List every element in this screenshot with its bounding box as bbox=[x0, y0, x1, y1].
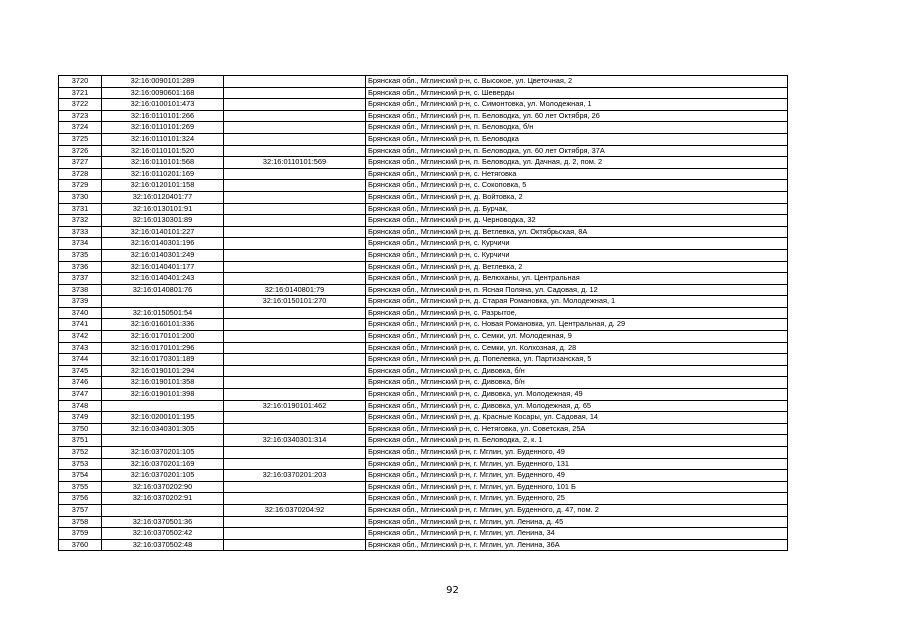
address-cell: Брянская обл., Мглинский р-н, п. Беловодка, 2, к. 1 bbox=[366, 435, 788, 447]
table-row bbox=[59, 435, 788, 447]
cadastral-number-cell: 32:16:0170301:189 bbox=[102, 354, 224, 366]
address-cell: Брянская обл., Мглинский р-н, г. Мглин, ул. Буденного, 131 bbox=[366, 458, 788, 470]
table-row bbox=[59, 76, 788, 88]
cadastral-number-cell: 32:16:0140401:243 bbox=[102, 273, 224, 285]
table-row bbox=[59, 261, 788, 273]
address-cell: Брянская обл., Мглинский р-н, с. Новая Романовка, ул. Центральная, д. 29 bbox=[366, 319, 788, 331]
address-cell: Брянская обл., Мглинский р-н, г. Мглин, ул. Ленина, д. 45 bbox=[366, 516, 788, 528]
related-cadastral-number-cell bbox=[224, 215, 366, 227]
table-row bbox=[59, 365, 788, 377]
related-cadastral-number-cell bbox=[224, 389, 366, 401]
related-cadastral-number-cell bbox=[224, 110, 366, 122]
cadastral-number-cell: 32:16:0170101:296 bbox=[102, 342, 224, 354]
row-number-cell: 3733 bbox=[59, 226, 102, 238]
row-number-cell: 3746 bbox=[59, 377, 102, 389]
row-number-cell: 3757 bbox=[59, 504, 102, 516]
address-cell: Брянская обл., Мглинский р-н, д. Попелевка, ул. Партизанская, 5 bbox=[366, 354, 788, 366]
address-cell: Брянская обл., Мглинский р-н, с. Дивовка, ул. Молодежная, д. 65 bbox=[366, 400, 788, 412]
related-cadastral-number-cell bbox=[224, 191, 366, 203]
cadastral-number-cell: 32:16:0150501:54 bbox=[102, 307, 224, 319]
table-row bbox=[59, 226, 788, 238]
table-row bbox=[59, 342, 788, 354]
cadastral-number-cell: 32:16:0200101:195 bbox=[102, 412, 224, 424]
table-row bbox=[59, 354, 788, 366]
row-number-cell: 3730 bbox=[59, 191, 102, 203]
table-row bbox=[59, 249, 788, 261]
address-cell: Брянская обл., Мглинский р-н, с. Высокое, ул. Цветочная, 2 bbox=[366, 76, 788, 88]
related-cadastral-number-cell bbox=[224, 493, 366, 505]
related-cadastral-number-cell bbox=[224, 516, 366, 528]
row-number-cell: 3744 bbox=[59, 354, 102, 366]
address-cell: Брянская обл., Мглинский р-н, г. Мглин, ул. Буденного, 101 Б bbox=[366, 481, 788, 493]
address-cell: Брянская обл., Мглинский р-н, п. Беловодка bbox=[366, 133, 788, 145]
address-cell: Брянская обл., Мглинский р-н, с. Курчичи bbox=[366, 238, 788, 250]
row-number-cell: 3723 bbox=[59, 110, 102, 122]
cadastral-number-cell: 32:16:0370501:36 bbox=[102, 516, 224, 528]
cadastral-number-cell: 32:16:0140301:196 bbox=[102, 238, 224, 250]
row-number-cell: 3748 bbox=[59, 400, 102, 412]
row-number-cell: 3721 bbox=[59, 87, 102, 99]
table-row bbox=[59, 191, 788, 203]
cadastral-number-cell: 32:16:0110101:568 bbox=[102, 157, 224, 169]
cadastral-number-cell bbox=[102, 504, 224, 516]
registry-table-body bbox=[59, 76, 788, 551]
address-cell: Брянская обл., Мглинский р-н, п. Беловодка, ул. Дачная, д. 2, пом. 2 bbox=[366, 157, 788, 169]
row-number-cell: 3755 bbox=[59, 481, 102, 493]
table-row bbox=[59, 481, 788, 493]
table-row bbox=[59, 238, 788, 250]
table-row bbox=[59, 493, 788, 505]
related-cadastral-number-cell bbox=[224, 249, 366, 261]
address-cell: Брянская обл., Мглинский р-н, д. Красные Косары, ул. Садовая, 14 bbox=[366, 412, 788, 424]
related-cadastral-number-cell: 32:16:0190101:462 bbox=[224, 400, 366, 412]
address-cell: Брянская обл., Мглинский р-н, д. Старая Романовка, ул. Молодежная, 1 bbox=[366, 296, 788, 308]
related-cadastral-number-cell bbox=[224, 481, 366, 493]
address-cell: Брянская обл., Мглинский р-н, д. Велюханы, ул. Центральная bbox=[366, 273, 788, 285]
related-cadastral-number-cell: 32:16:0370204:92 bbox=[224, 504, 366, 516]
cadastral-number-cell: 32:16:0370202:91 bbox=[102, 493, 224, 505]
cadastral-number-cell: 32:16:0140101:227 bbox=[102, 226, 224, 238]
table-row bbox=[59, 447, 788, 459]
cadastral-number-cell: 32:16:0130301:89 bbox=[102, 215, 224, 227]
related-cadastral-number-cell bbox=[224, 307, 366, 319]
row-number-cell: 3738 bbox=[59, 284, 102, 296]
address-cell: Брянская обл., Мглинский р-н, с. Курчичи bbox=[366, 249, 788, 261]
address-cell: Брянская обл., Мглинский р-н, п. Беловодка, б/н bbox=[366, 122, 788, 134]
related-cadastral-number-cell bbox=[224, 412, 366, 424]
related-cadastral-number-cell bbox=[224, 365, 366, 377]
cadastral-number-cell: 32:16:0120101:158 bbox=[102, 180, 224, 192]
address-cell: Брянская обл., Мглинский р-н, д. Бурчак, bbox=[366, 203, 788, 215]
related-cadastral-number-cell bbox=[224, 226, 366, 238]
table-row bbox=[59, 87, 788, 99]
related-cadastral-number-cell bbox=[224, 458, 366, 470]
address-cell: Брянская обл., Мглинский р-н, п. Ясная Поляна, ул. Садовая, д. 12 bbox=[366, 284, 788, 296]
related-cadastral-number-cell bbox=[224, 145, 366, 157]
related-cadastral-number-cell: 32:16:0370201:203 bbox=[224, 470, 366, 482]
table-row bbox=[59, 296, 788, 308]
address-cell: Брянская обл., Мглинский р-н, д. Войтовка, 2 bbox=[366, 191, 788, 203]
cadastral-number-cell: 32:16:0190101:398 bbox=[102, 389, 224, 401]
cadastral-number-cell: 32:16:0090101:289 bbox=[102, 76, 224, 88]
cadastral-number-cell: 32:16:0140301:249 bbox=[102, 249, 224, 261]
cadastral-number-cell: 32:16:0170101:200 bbox=[102, 331, 224, 343]
related-cadastral-number-cell: 32:16:0110101:569 bbox=[224, 157, 366, 169]
address-cell: Брянская обл., Мглинский р-н, с. Семки, ул. Молодежная, 9 bbox=[366, 331, 788, 343]
row-number-cell: 3740 bbox=[59, 307, 102, 319]
table-row bbox=[59, 110, 788, 122]
cadastral-number-cell: 32:16:0110101:269 bbox=[102, 122, 224, 134]
cadastral-number-cell: 32:16:0110101:324 bbox=[102, 133, 224, 145]
cadastral-number-cell bbox=[102, 435, 224, 447]
related-cadastral-number-cell bbox=[224, 377, 366, 389]
cadastral-number-cell: 32:16:0370201:169 bbox=[102, 458, 224, 470]
address-cell: Брянская обл., Мглинский р-н, с. Нетяговка bbox=[366, 168, 788, 180]
table-row bbox=[59, 203, 788, 215]
address-cell: Брянская обл., Мглинский р-н, д. Ветлевка, ул. Октябрьская, 8А bbox=[366, 226, 788, 238]
row-number-cell: 3754 bbox=[59, 470, 102, 482]
related-cadastral-number-cell bbox=[224, 528, 366, 540]
table-row bbox=[59, 307, 788, 319]
related-cadastral-number-cell bbox=[224, 273, 366, 285]
address-cell: Брянская обл., Мглинский р-н, п. Беловодка, ул. 60 лет Октября, 26 bbox=[366, 110, 788, 122]
row-number-cell: 3752 bbox=[59, 447, 102, 459]
address-cell: Брянская обл., Мглинский р-н, г. Мглин, ул. Буденного, 49 bbox=[366, 470, 788, 482]
address-cell: Брянская обл., Мглинский р-н, г. Мглин, ул. Буденного, 49 bbox=[366, 447, 788, 459]
row-number-cell: 3722 bbox=[59, 99, 102, 111]
property-registry-table bbox=[58, 75, 788, 551]
address-cell: Брянская обл., Мглинский р-н, с. Разрытое, bbox=[366, 307, 788, 319]
address-cell: Брянская обл., Мглинский р-н, г. Мглин, ул. Ленина, 34 bbox=[366, 528, 788, 540]
row-number-cell: 3724 bbox=[59, 122, 102, 134]
row-number-cell: 3747 bbox=[59, 389, 102, 401]
row-number-cell: 3729 bbox=[59, 180, 102, 192]
cadastral-number-cell: 32:16:0100101:473 bbox=[102, 99, 224, 111]
row-number-cell: 3751 bbox=[59, 435, 102, 447]
table-row bbox=[59, 377, 788, 389]
table-row bbox=[59, 273, 788, 285]
cadastral-number-cell: 32:16:0340301:305 bbox=[102, 423, 224, 435]
table-row bbox=[59, 528, 788, 540]
page-number: 92 bbox=[446, 585, 459, 596]
cadastral-number-cell: 32:16:0370202:90 bbox=[102, 481, 224, 493]
table-row bbox=[59, 400, 788, 412]
table-row bbox=[59, 99, 788, 111]
related-cadastral-number-cell bbox=[224, 342, 366, 354]
related-cadastral-number-cell bbox=[224, 122, 366, 134]
related-cadastral-number-cell bbox=[224, 203, 366, 215]
row-number-cell: 3742 bbox=[59, 331, 102, 343]
row-number-cell: 3736 bbox=[59, 261, 102, 273]
row-number-cell: 3725 bbox=[59, 133, 102, 145]
table-row bbox=[59, 157, 788, 169]
row-number-cell: 3760 bbox=[59, 539, 102, 551]
address-cell: Брянская обл., Мглинский р-н, с. Дивовка, ул. Молодежная, 49 bbox=[366, 389, 788, 401]
related-cadastral-number-cell bbox=[224, 354, 366, 366]
cadastral-number-cell: 32:16:0110201:169 bbox=[102, 168, 224, 180]
related-cadastral-number-cell bbox=[224, 261, 366, 273]
address-cell: Брянская обл., Мглинский р-н, с. Шеверды bbox=[366, 87, 788, 99]
related-cadastral-number-cell: 32:16:0340301:314 bbox=[224, 435, 366, 447]
related-cadastral-number-cell bbox=[224, 331, 366, 343]
table-row bbox=[59, 423, 788, 435]
cadastral-number-cell: 32:16:0120401:77 bbox=[102, 191, 224, 203]
address-cell: Брянская обл., Мглинский р-н, с. Нетяговка, ул. Советская, 25А bbox=[366, 423, 788, 435]
row-number-cell: 3731 bbox=[59, 203, 102, 215]
row-number-cell: 3745 bbox=[59, 365, 102, 377]
related-cadastral-number-cell bbox=[224, 133, 366, 145]
row-number-cell: 3727 bbox=[59, 157, 102, 169]
related-cadastral-number-cell bbox=[224, 319, 366, 331]
cadastral-number-cell: 32:16:0370201:105 bbox=[102, 470, 224, 482]
table-row bbox=[59, 168, 788, 180]
address-cell: Брянская обл., Мглинский р-н, с. Семки, ул. Колхозная, д. 28 bbox=[366, 342, 788, 354]
address-cell: Брянская обл., Мглинский р-н, п. Беловодка, ул. 60 лет Октября, 37А bbox=[366, 145, 788, 157]
cadastral-number-cell: 32:16:0190101:358 bbox=[102, 377, 224, 389]
table-row bbox=[59, 412, 788, 424]
table-row bbox=[59, 458, 788, 470]
address-cell: Брянская обл., Мглинский р-н, с. Дивовка, б/н bbox=[366, 365, 788, 377]
table-row bbox=[59, 331, 788, 343]
address-cell: Брянская обл., Мглинский р-н, д. Ветлевка, 2 bbox=[366, 261, 788, 273]
row-number-cell: 3756 bbox=[59, 493, 102, 505]
cadastral-number-cell: 32:16:0110101:266 bbox=[102, 110, 224, 122]
table-row bbox=[59, 504, 788, 516]
related-cadastral-number-cell: 32:16:0140801:79 bbox=[224, 284, 366, 296]
address-cell: Брянская обл., Мглинский р-н, д. Черноводка, 32 bbox=[366, 215, 788, 227]
cadastral-number-cell: 32:16:0160101:336 bbox=[102, 319, 224, 331]
table-row bbox=[59, 389, 788, 401]
table-row bbox=[59, 133, 788, 145]
table-row bbox=[59, 284, 788, 296]
address-cell: Брянская обл., Мглинский р-н, г. Мглин, ул. Ленина, 36А bbox=[366, 539, 788, 551]
cadastral-number-cell bbox=[102, 296, 224, 308]
table-row bbox=[59, 516, 788, 528]
related-cadastral-number-cell bbox=[224, 447, 366, 459]
row-number-cell: 3759 bbox=[59, 528, 102, 540]
address-cell: Брянская обл., Мглинский р-н, с. Сокоповка, 5 bbox=[366, 180, 788, 192]
row-number-cell: 3720 bbox=[59, 76, 102, 88]
related-cadastral-number-cell bbox=[224, 238, 366, 250]
row-number-cell: 3741 bbox=[59, 319, 102, 331]
cadastral-number-cell: 32:16:0130101:91 bbox=[102, 203, 224, 215]
row-number-cell: 3734 bbox=[59, 238, 102, 250]
row-number-cell: 3726 bbox=[59, 145, 102, 157]
cadastral-number-cell bbox=[102, 400, 224, 412]
row-number-cell: 3753 bbox=[59, 458, 102, 470]
cadastral-number-cell: 32:16:0140801:76 bbox=[102, 284, 224, 296]
table-row bbox=[59, 215, 788, 227]
row-number-cell: 3728 bbox=[59, 168, 102, 180]
related-cadastral-number-cell: 32:16:0150101:270 bbox=[224, 296, 366, 308]
row-number-cell: 3735 bbox=[59, 249, 102, 261]
cadastral-number-cell: 32:16:0370502:42 bbox=[102, 528, 224, 540]
row-number-cell: 3758 bbox=[59, 516, 102, 528]
table-row bbox=[59, 470, 788, 482]
cadastral-number-cell: 32:16:0090601:168 bbox=[102, 87, 224, 99]
table-row bbox=[59, 145, 788, 157]
address-cell: Брянская обл., Мглинский р-н, с. Дивовка, б/н bbox=[366, 377, 788, 389]
table-row bbox=[59, 319, 788, 331]
cadastral-number-cell: 32:16:0370201:105 bbox=[102, 447, 224, 459]
row-number-cell: 3750 bbox=[59, 423, 102, 435]
row-number-cell: 3739 bbox=[59, 296, 102, 308]
related-cadastral-number-cell bbox=[224, 168, 366, 180]
row-number-cell: 3749 bbox=[59, 412, 102, 424]
related-cadastral-number-cell bbox=[224, 87, 366, 99]
row-number-cell: 3743 bbox=[59, 342, 102, 354]
row-number-cell: 3732 bbox=[59, 215, 102, 227]
cadastral-number-cell: 32:16:0110101:520 bbox=[102, 145, 224, 157]
related-cadastral-number-cell bbox=[224, 423, 366, 435]
table-row bbox=[59, 539, 788, 551]
related-cadastral-number-cell bbox=[224, 180, 366, 192]
related-cadastral-number-cell bbox=[224, 76, 366, 88]
row-number-cell: 3737 bbox=[59, 273, 102, 285]
table-row bbox=[59, 122, 788, 134]
related-cadastral-number-cell bbox=[224, 99, 366, 111]
cadastral-number-cell: 32:16:0190101:294 bbox=[102, 365, 224, 377]
address-cell: Брянская обл., Мглинский р-н, с. Симонтовка, ул. Молодежная, 1 bbox=[366, 99, 788, 111]
cadastral-number-cell: 32:16:0140401:177 bbox=[102, 261, 224, 273]
address-cell: Брянская обл., Мглинский р-н, г. Мглин, ул. Буденного, д. 47, пом. 2 bbox=[366, 504, 788, 516]
table-row bbox=[59, 180, 788, 192]
address-cell: Брянская обл., Мглинский р-н, г. Мглин, ул. Буденного, 25 bbox=[366, 493, 788, 505]
related-cadastral-number-cell bbox=[224, 539, 366, 551]
cadastral-number-cell: 32:16:0370502:48 bbox=[102, 539, 224, 551]
